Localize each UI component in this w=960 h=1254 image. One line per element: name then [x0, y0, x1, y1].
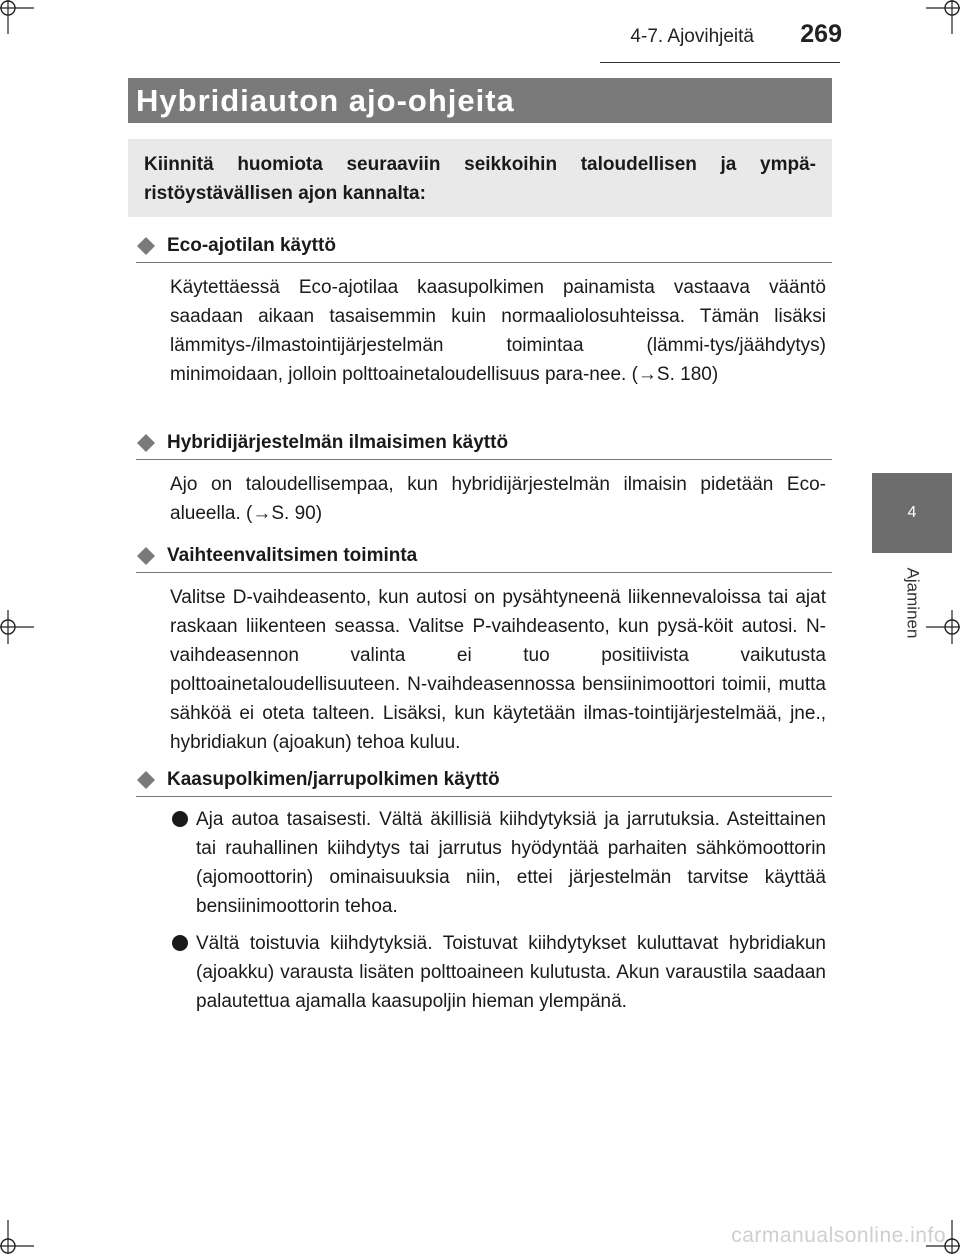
header-rule: [600, 62, 840, 63]
filled-circle-icon: [172, 935, 188, 951]
section-shift-lever: [136, 540, 832, 757]
chapter-label: [900, 558, 924, 648]
list-item-text: Aja autoa tasaisesti. Vältä äkillisiä kiihdytyksiä ja jarrutuksia. Asteittainen tai rauhallinen kiihdytys tai jarrutus hyödyntää parhaiten sähkömoottorin (ajomoottorin) ominaisuuksia niin, ettei järjestelmän tarvitse käyttää bensiinimoottorin tehoa.: [196, 809, 826, 917]
running-header-section: 4-7. Ajovihjeitä: [630, 26, 754, 47]
filled-circle-icon: [172, 811, 188, 827]
crop-mark-icon: [926, 0, 960, 34]
diamond-icon: [136, 770, 156, 790]
crop-mark-icon: [926, 610, 960, 644]
section-text: Käytettäessä Eco-ajotilaa kaasupolkimen painamista vastaava vääntö saadaan aikaan tasaisemmin kuin normaaliolosuhteissa. Tämän lisäksi lämmitys-/ilmastointijärjestelmän toimintaa (lämmi-tys/jäähdytys) minimoidaan, jolloin polttoainetaloudellisuus para-nee. (→S. 180): [170, 277, 826, 385]
list-item-text: Vältä toistuvia kiihdytyksiä. Toistuvat kiihdytykset kuluttavat hybridiakun (ajoakku) varausta lisäten polttoaineen kulutusta. Akun varaustila saadaan palautettua ajamalla kaasupoljin hieman ylempänä.: [196, 933, 826, 1012]
chapter-name: Ajaminen: [903, 567, 922, 639]
section-eco-mode: [136, 230, 832, 389]
section-heading: [136, 764, 832, 797]
diamond-icon: [136, 546, 156, 566]
crop-mark-icon: [0, 0, 34, 34]
list-item: [170, 805, 826, 921]
page-number: 269: [800, 20, 842, 48]
intro-note: Kiinnitä huomiota seuraaviin seikkoihin taloudellisen ja ympä-ristöystävällisen ajon kannalta:: [128, 139, 832, 217]
section-heading-text: Kaasupolkimen/jarrupolkimen käyttö: [167, 769, 500, 790]
section-heading-text: Vaihteenvalitsimen toiminta: [167, 545, 418, 566]
section-heading-text: Eco-ajotilan käyttö: [167, 235, 336, 256]
crop-mark-icon: [0, 610, 34, 644]
chapter-number: 4: [907, 504, 917, 521]
section-heading: [136, 540, 832, 573]
section-heading: [136, 427, 832, 460]
crop-mark-icon: [0, 1220, 34, 1254]
section-pedal-use: [136, 764, 832, 1016]
section-text: Ajo on taloudellisempaa, kun hybridijärjestelmän ilmaisin pidetään Eco-alueella. (→S. 90): [170, 474, 826, 524]
section-heading: [136, 230, 832, 263]
section-hybrid-indicator: [136, 427, 832, 528]
section-text: Valitse D-vaihdeasento, kun autosi on pysähtyneenä liikennevaloissa tai ajat raskaan liikenteen seassa. Valitse P-vaihdeasento, kun pysä-köit autosi. N-vaihdeasennon valinta ei tuo positiivista vaikutusta polttoainetaloudellisuuteen. N-vaihdeasennossa bensiinimoottori toimii, mutta sähköä ei oteta talteen. Lisäksi, kun käytetään ilmas-tointijärjestelmää, jne., hybridiakun (ajoakun) tehoa kuluu.: [170, 587, 826, 753]
list-item: [170, 929, 826, 1016]
diamond-icon: [136, 236, 156, 256]
page-title: Hybridiauton ajo-ohjeita: [128, 78, 832, 123]
diamond-icon: [136, 433, 156, 453]
section-heading-text: Hybridijärjestelmän ilmaisimen käyttö: [167, 432, 509, 453]
watermark: carmanualsonline.info: [731, 1224, 946, 1247]
chapter-tab: [872, 473, 952, 553]
